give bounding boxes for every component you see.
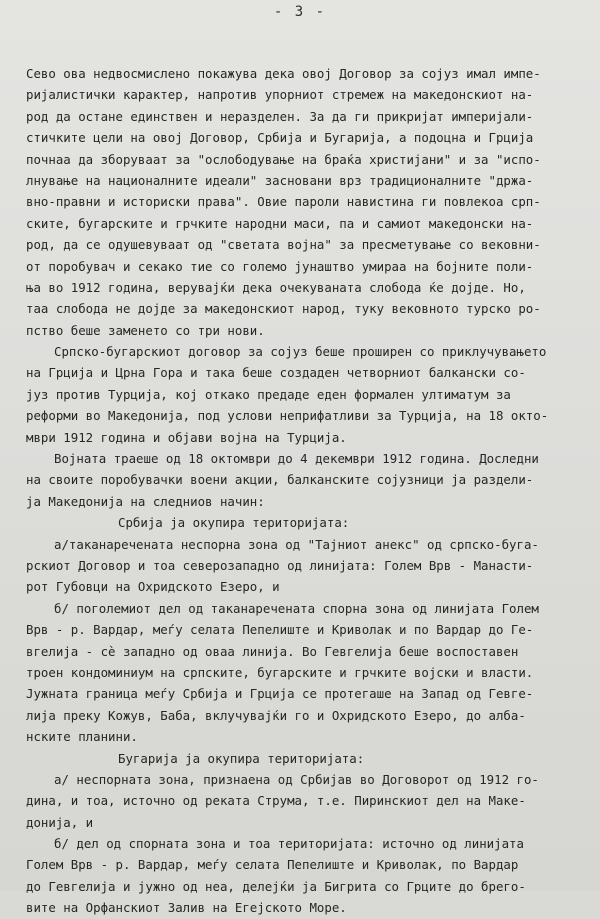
text-line: ња во 1912 година, верувајќи дека очекуваната слобода ќе дојде. Но,	[26, 279, 526, 295]
page-number: - 3 -	[273, 4, 327, 20]
text-line: дина, и тоа, источно од реката Струма, т.е. Пиринскиот дел на Маке-	[26, 793, 526, 809]
text-line: а/таканаречената неспорна зона од "Тајниот анекс" од српско-бугa-	[54, 536, 539, 552]
text-line: Војната траеше од 18 октомври до 4 декември 1912 година. Доследни	[54, 451, 539, 467]
text-line: Српско-бугарскиот договор за сојуз беше проширен со приклучувањето	[54, 344, 547, 360]
text-line: јуз против Турција, кој откако предаде еден формален ултиматум за	[26, 386, 511, 402]
text-line: на своите поробувачки воени акции, балканските сојузници ја раздели-	[26, 472, 534, 488]
paragraph	[26, 448, 574, 512]
paragraph	[26, 534, 574, 598]
text-line: вгелија - сè западно од оваа линија. Во Гевгелија беше воспоставен	[26, 643, 519, 659]
text-line: мври 1912 година и објави војна на Турција.	[26, 429, 347, 445]
text-line: ријалистички карактер, напротив упорниот стремеж на македонскиот на-	[26, 87, 534, 103]
text-line: стичките цели на овој Договор, Србија и Бугарија, а подоцна и Грција	[26, 130, 534, 146]
document-body	[26, 63, 574, 919]
paragraph	[26, 63, 574, 341]
text-line: троен кондоминиум на српските, бугарските и грчките војски и власти.	[26, 664, 534, 680]
paragraph	[26, 833, 574, 919]
text-line: рот Губовци на Охридското Езеро, и	[26, 579, 280, 595]
paragraph	[26, 769, 574, 833]
text-line: б/ поголемиот дел од таканаречената спорна зона од линијата Голем	[54, 600, 539, 616]
text-line: донија, и	[26, 814, 94, 830]
text-line: Јужната граница меѓу Србија и Грција се протегаше на Запад од Гевге-	[26, 686, 534, 702]
text-line: род да остане единствен и неразделен. За да ги прикријат империјали-	[26, 108, 534, 124]
text-line: Голем Врв - р. Вардар, меѓу селата Пепелиште и Криволак, по Вардар	[26, 857, 519, 873]
text-line: вите на Орфанскиот Залив на Егејското Море.	[26, 900, 347, 916]
paragraph	[26, 341, 574, 448]
text-line: таа слобода не дојде за македонскиот народ, туку вековното турско ро-	[26, 301, 541, 317]
text-line: б/ дел од спорната зона и тоа територијата: источно од линијата	[54, 836, 524, 852]
text-line: почнаа да зборуваат за "ослободување на браќа христијани" и за "испо-	[26, 151, 541, 167]
text-line: ските, бугарските и грчките народни маси, па и самиот македонски на-	[26, 215, 534, 231]
text-line: Врв - р. Вардар, меѓу селата Пепелиште и Криволак и по Вардар до Ге-	[26, 622, 534, 638]
text-line: ја Македонија на следниов начин:	[26, 493, 265, 509]
text-line: до Гевгелија и јужно од неа, делејќи ја Бигрита со Грците до брего-	[26, 878, 526, 894]
text-line: лија преку Кожув, Баба, вклучувајќи го и Охридското Езеро, до алба-	[26, 707, 526, 723]
text-line: рскиот Договор и тоа северозападно од линијата: Голем Врв - Манасти-	[26, 557, 534, 573]
text-line: род, да се одушевуваат од "светата војна" за пресметување со вековни-	[26, 237, 541, 253]
text-line: пство беше заменето со три нови.	[26, 322, 265, 338]
text-line: вно-правни и историски права". Овие пароли навистина ги повлекоа срп-	[26, 194, 541, 210]
text-line: на Грција и Црна Гора и така беше создаден четворниот балкански со-	[26, 365, 526, 381]
text-line: Бугарија ја окупира територијата:	[118, 750, 365, 766]
text-line: Србија ја окупира територијата:	[118, 515, 350, 531]
paragraph	[26, 512, 574, 533]
text-line: от поробувач и секако тие со големо јунаштво умираа на бојните поли-	[26, 258, 534, 274]
text-line: нските планини.	[26, 729, 138, 745]
text-line: реформи во Македонија, под услови неприфатливи за Турција, на 18 окто-	[26, 408, 549, 424]
paragraph	[26, 598, 574, 748]
paragraph	[26, 748, 574, 769]
text-line: Сево ова недвосмислено покажува дека овој Договор за сојуз имал импе-	[26, 66, 541, 81]
text-line: лнување на националните идеали" засновани врз традиционалните "држа-	[26, 172, 534, 188]
text-line: а/ неспорната зона, признаена од Србијав во Договорот од 1912 го-	[54, 771, 539, 787]
